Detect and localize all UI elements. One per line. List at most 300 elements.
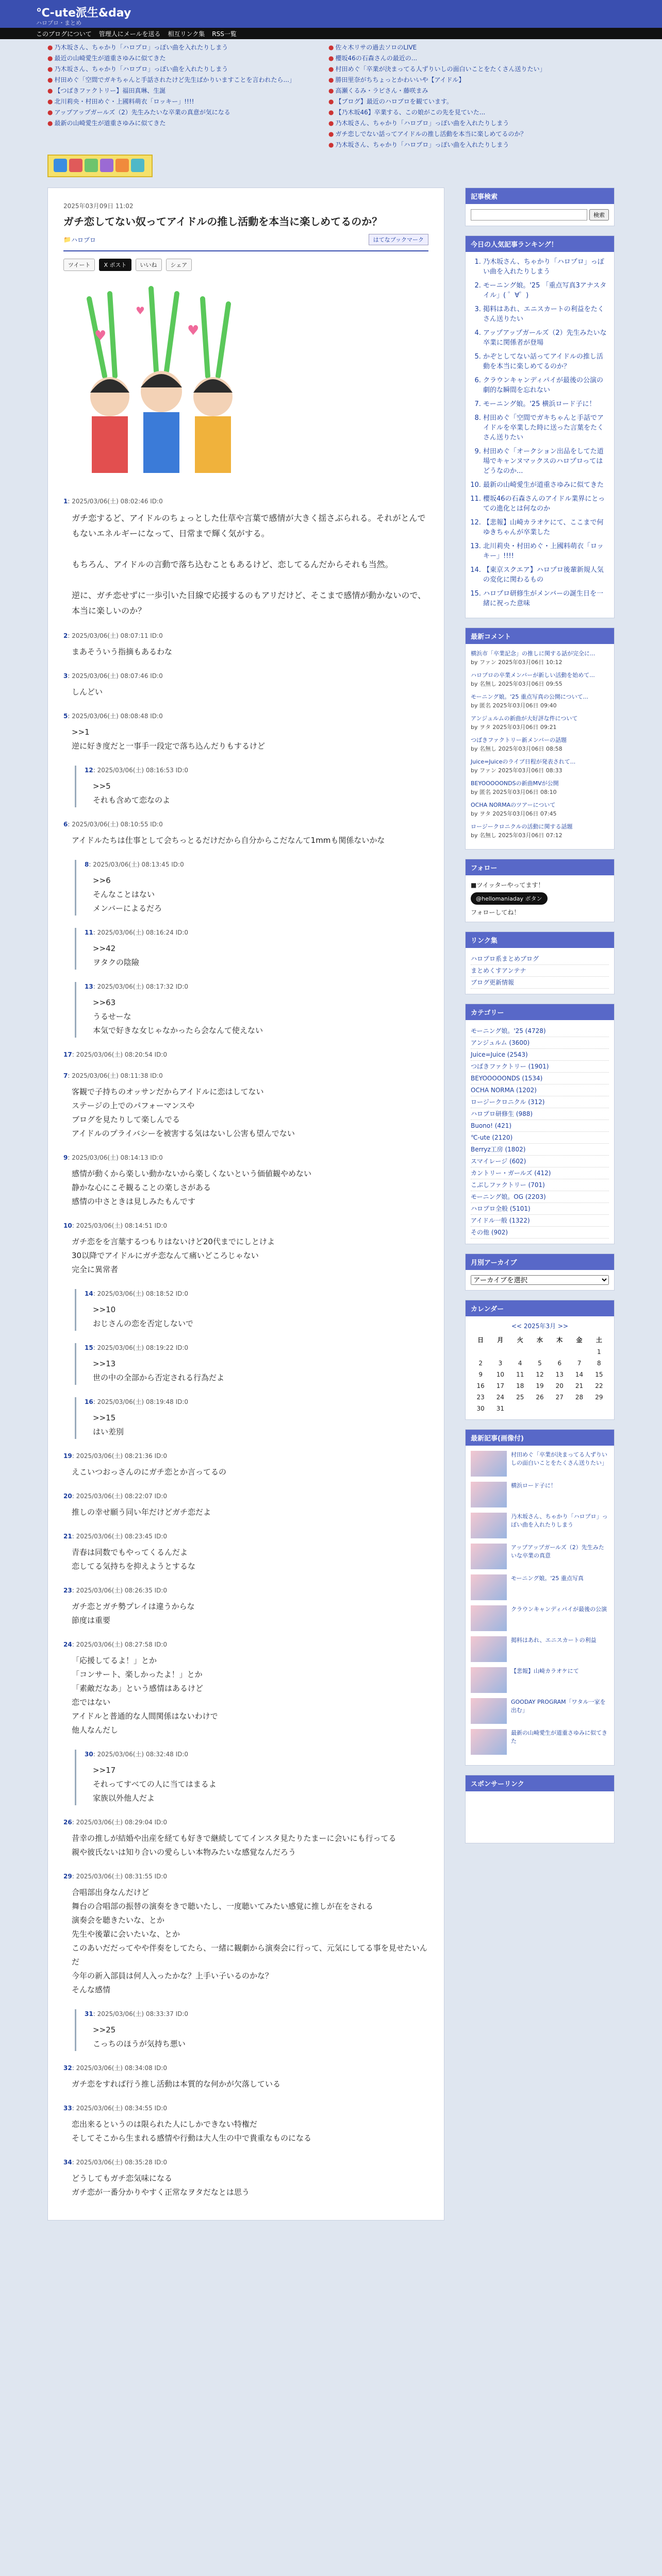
bullet-icon: ● bbox=[47, 44, 53, 51]
comment-number[interactable]: 20 bbox=[63, 1493, 72, 1500]
calendar-weekday: 水 bbox=[536, 1336, 543, 1344]
comment-body: しんどい bbox=[72, 687, 103, 697]
recent-thumbnail[interactable] bbox=[471, 1574, 507, 1600]
ranking-list bbox=[471, 257, 609, 608]
nav-rss[interactable]: RSS一覧 bbox=[212, 30, 237, 38]
headline-text[interactable]: 【ブログ】最近のハロプロを観ています。 bbox=[335, 98, 453, 105]
comment-number[interactable]: 16 bbox=[85, 1398, 93, 1405]
headline-link[interactable] bbox=[328, 96, 609, 107]
calendar-day[interactable]: 22 bbox=[595, 1382, 603, 1389]
comment-body: どうしてもガチ恋気味になる ガチ恋が一番分かりやすく正常なヲタだなとは思う bbox=[72, 2174, 250, 2197]
calendar-month[interactable]: << 2025年3月 >> bbox=[511, 1323, 569, 1330]
comment-sep: : bbox=[72, 2064, 76, 2072]
comment-meta: 2025/03/06(土) 08:26:35 ID:0 bbox=[76, 1587, 168, 1594]
recent-title[interactable]: クラウンキャンディパイが最後の公演 bbox=[511, 1606, 607, 1613]
recent-thumbnail[interactable] bbox=[471, 1544, 507, 1569]
calendar-day[interactable]: 19 bbox=[536, 1382, 544, 1389]
article-title[interactable]: ガチ恋してない奴ってアイドルの推し活動を本当に楽しめてるのか？ bbox=[63, 215, 383, 228]
category-item[interactable]: つばきファクトリー (1901) bbox=[471, 1061, 609, 1073]
headline-link[interactable] bbox=[328, 107, 609, 118]
headline-link[interactable] bbox=[328, 129, 609, 140]
ranking-item[interactable]: 8. 村田めぐ「空間でガキちゃんと手話でアイドルを卒業した時に送った言葉をたくさん送りたい bbox=[483, 413, 609, 443]
recent-item[interactable] bbox=[471, 1451, 609, 1477]
bullet-icon: ● bbox=[47, 76, 53, 83]
link-item[interactable]: まとめくすアンテナ bbox=[471, 965, 609, 977]
category-item[interactable]: アイドル一般 (1322) bbox=[471, 1215, 609, 1227]
comment-meta: 2025/03/06(土) 08:19:48 ID:0 bbox=[97, 1398, 189, 1405]
calendar-day[interactable]: 1 bbox=[597, 1348, 601, 1355]
headline-link[interactable] bbox=[328, 53, 609, 64]
links-box bbox=[465, 931, 615, 994]
banner-tile bbox=[115, 159, 129, 172]
banner-image[interactable] bbox=[47, 155, 153, 177]
links-title: リンク集 bbox=[466, 932, 614, 948]
comment-item bbox=[63, 1872, 428, 1997]
recent-thumbnail[interactable] bbox=[471, 1482, 507, 1507]
bullet-icon: ● bbox=[328, 44, 334, 51]
comment-number[interactable]: 9 bbox=[63, 1154, 68, 1161]
category-item[interactable]: こぶしファクトリー (701) bbox=[471, 1179, 609, 1191]
comment-number[interactable]: 11 bbox=[85, 929, 93, 936]
calendar-day[interactable]: 21 bbox=[575, 1382, 584, 1389]
headline-text[interactable]: 北川莉央・村田めぐ・上國料萌衣「ロッキー」!!!! bbox=[54, 98, 194, 105]
cheering-fans-illustration bbox=[74, 278, 244, 484]
calendar-weekday: 月 bbox=[497, 1336, 504, 1344]
comment-number[interactable]: 12 bbox=[85, 767, 93, 774]
headline-link[interactable] bbox=[47, 118, 328, 129]
bullet-icon: ● bbox=[47, 65, 53, 73]
headline-text[interactable]: ガチ恋しでない話ってアイドルの推し活動を本当に楽しめてるのか？ bbox=[335, 130, 527, 138]
bullet-icon: ● bbox=[47, 120, 53, 127]
comment-link[interactable]: つばきファクトリー新メンバーの話題 bbox=[471, 737, 567, 743]
comment-meta: 2025/03/06(土) 08:20:54 ID:0 bbox=[76, 1051, 168, 1058]
comment-number[interactable]: 34 bbox=[63, 2159, 72, 2166]
nav-mail[interactable]: 管理人にメールを送る bbox=[98, 30, 161, 38]
comment-sep: : bbox=[89, 861, 93, 868]
comment-number[interactable]: 21 bbox=[63, 1533, 72, 1540]
calendar-day[interactable]: 9 bbox=[478, 1371, 483, 1378]
recent-item[interactable] bbox=[471, 1605, 609, 1631]
comment-sep: : bbox=[72, 1493, 76, 1500]
headline-text[interactable]: 最近の山崎愛生が道重さゆみに似てきた bbox=[54, 55, 166, 62]
site-header bbox=[0, 0, 662, 28]
comment-number[interactable]: 15 bbox=[85, 1344, 93, 1351]
headline-link[interactable] bbox=[47, 96, 328, 107]
comment-item bbox=[63, 1586, 428, 1628]
comment-link[interactable]: モーニング娘。'25 重点写真の公開について... bbox=[471, 693, 589, 700]
recent-box bbox=[465, 1429, 615, 1766]
comment-body: >>10 おじさんの恋を否定しないで bbox=[93, 1305, 194, 1328]
bullet-icon: ● bbox=[47, 109, 53, 116]
calendar-day[interactable]: 30 bbox=[476, 1405, 485, 1412]
calendar-day[interactable]: 10 bbox=[496, 1371, 505, 1378]
comment-header bbox=[63, 1818, 428, 1826]
headline-link[interactable] bbox=[47, 53, 328, 64]
recent-title[interactable]: 村田めぐ「卒業が決まってる人ずりいしの面白いことをたくさん送りたい」 bbox=[511, 1451, 607, 1466]
headline-link[interactable] bbox=[47, 86, 328, 96]
category-item[interactable]: モーニング娘。OG (2203) bbox=[471, 1191, 609, 1203]
link-item[interactable]: ハロプロ系まとめブログ bbox=[471, 953, 609, 965]
comment-item bbox=[63, 2063, 428, 2091]
comment-link[interactable]: 横浜市「卒業記念」の推しに関する話が完全に... bbox=[471, 650, 595, 657]
comment-body: >>63 うるせーな 本気で好きな女じゃなかったら会なんて使えない bbox=[93, 998, 263, 1035]
comment-number[interactable]: 23 bbox=[63, 1587, 72, 1594]
banner-tile bbox=[131, 159, 144, 172]
comment-number[interactable]: 7 bbox=[63, 1072, 68, 1079]
calendar-day[interactable]: 7 bbox=[577, 1360, 582, 1367]
folder-icon: 📁 bbox=[63, 236, 71, 243]
comment-body: ガチ恋をを言葉するつもりはないけど20代までにしとけよ 30以降でアイドルにガチ恋なんて痛いどころじゃない 完全に異常者 bbox=[72, 1237, 275, 1274]
comment-number[interactable]: 14 bbox=[85, 1290, 93, 1297]
comment-number[interactable]: 6 bbox=[63, 821, 68, 828]
headline-link[interactable] bbox=[47, 42, 328, 53]
comment-sep: : bbox=[68, 498, 72, 505]
comment-header bbox=[63, 1532, 428, 1540]
headline-link[interactable] bbox=[328, 118, 609, 129]
share-button[interactable]: シェア bbox=[166, 259, 192, 271]
comment-number[interactable]: 32 bbox=[63, 2064, 72, 2072]
comment-number[interactable]: 26 bbox=[63, 1819, 72, 1826]
svg-text:♥: ♥ bbox=[187, 323, 200, 338]
recent-title[interactable]: 【悲報】山崎カラオケにて bbox=[511, 1668, 579, 1674]
follow-title: フォロー bbox=[466, 859, 614, 875]
search-input[interactable] bbox=[471, 209, 587, 221]
comment-entry bbox=[471, 671, 609, 688]
comment-sep: : bbox=[72, 2159, 76, 2166]
headline-text[interactable]: 最新の山崎愛生が道重さゆみに似てきた bbox=[54, 120, 166, 127]
category-item[interactable]: Buono! (421) bbox=[471, 1120, 609, 1132]
recent-title[interactable]: 横浜ロード子に！ bbox=[511, 1482, 556, 1489]
category-item[interactable]: BEYOOOOONDS (1534) bbox=[471, 1073, 609, 1084]
category-item[interactable]: OCHA NORMA (1202) bbox=[471, 1084, 609, 1096]
comment-link[interactable]: OCHA NORMAのツアーについて bbox=[471, 802, 556, 808]
calendar-day[interactable]: 3 bbox=[498, 1360, 503, 1367]
banner-tile bbox=[85, 159, 98, 172]
ranking-item[interactable]: 15. ハロプロ研修生がメンバーの誕生日を一緒に祝った意味 bbox=[483, 589, 609, 608]
recent-title[interactable]: 掲料はあれ、エニスカートの利益 bbox=[511, 1637, 597, 1643]
comment-author: by ヲタ 2025年03月06日 09:21 bbox=[471, 724, 557, 731]
archive-title: 月別アーカイブ bbox=[466, 1254, 614, 1270]
category-item[interactable]: ハロプロ研修生 (988) bbox=[471, 1108, 609, 1120]
comment-header bbox=[63, 631, 428, 640]
comment-meta: 2025/03/06(土) 08:34:55 ID:0 bbox=[76, 2105, 168, 2112]
comment-header bbox=[63, 671, 428, 680]
comment-number[interactable]: 3 bbox=[63, 672, 68, 680]
bullet-icon: ● bbox=[47, 87, 53, 94]
link-item[interactable]: ブログ更新情報 bbox=[471, 977, 609, 989]
comment-entry bbox=[471, 692, 609, 710]
ranking-item[interactable]: 10. 最新の山崎愛生が道重さゆみに似てきた bbox=[483, 480, 609, 490]
comment-sep: : bbox=[72, 1452, 76, 1460]
comment-number[interactable]: 24 bbox=[63, 1641, 72, 1648]
comment-item bbox=[75, 928, 428, 970]
recent-thumbnail[interactable] bbox=[471, 1605, 507, 1631]
headline-text[interactable]: 村田めぐ「空間でガキちゃんと手話されたけど先生ばかりいますことを言われたら...」 bbox=[54, 76, 295, 83]
recent-title[interactable]: モーニング娘。'25 重点写真 bbox=[511, 1575, 584, 1582]
ranking-item[interactable]: 6. クラウンキャンディパイが最後の公演の劇的な瞬間を忘れない bbox=[483, 376, 609, 395]
like-button[interactable]: いいね bbox=[136, 259, 162, 271]
recent-thumbnail[interactable] bbox=[471, 1729, 507, 1755]
svg-text:♥: ♥ bbox=[94, 328, 107, 344]
recent-title[interactable]: GOODAY PROGRAM「ワタル一家を出む」 bbox=[511, 1699, 606, 1714]
recent-title[interactable]: 最新の山崎愛生が道重さゆみに似てきた bbox=[511, 1730, 607, 1744]
calendar-day[interactable]: 11 bbox=[516, 1371, 524, 1378]
bullet-icon: ● bbox=[328, 76, 334, 83]
bullet-icon: ● bbox=[328, 65, 334, 73]
ranking-item[interactable]: 3. 掲料はあれ、エニスカートの利益をたくさん送りたい bbox=[483, 304, 609, 324]
recent-thumbnail[interactable] bbox=[471, 1513, 507, 1538]
comment-header bbox=[63, 2158, 428, 2166]
comment-number[interactable]: 31 bbox=[85, 2010, 93, 2018]
categories-list bbox=[466, 1020, 614, 1244]
calendar-day[interactable]: 20 bbox=[555, 1382, 564, 1389]
comment-sep: : bbox=[72, 1873, 76, 1880]
category-item[interactable]: モーニング娘。'25 (4728) bbox=[471, 1025, 609, 1037]
ranking-item[interactable]: 12. 【悲報】山崎カラオケにて、ここまで何ゆきちゃんが卒業した bbox=[483, 518, 609, 537]
ranking-item[interactable]: 13. 北川莉央・村田めぐ・上國料萌衣「ロッキー」!!!! bbox=[483, 541, 609, 561]
calendar-day[interactable]: 25 bbox=[516, 1394, 524, 1401]
recent-thumbnail[interactable] bbox=[471, 1667, 507, 1693]
bullet-icon: ● bbox=[47, 55, 53, 62]
ranking-item[interactable]: 11. 櫻坂46の石森さんのアイドル業界にとっての進化とは何なのか bbox=[483, 494, 609, 514]
recent-item[interactable] bbox=[471, 1729, 609, 1755]
category-item[interactable]: アンジュルム (3600) bbox=[471, 1037, 609, 1049]
category-item[interactable]: ハロプロ全般 (5101) bbox=[471, 1203, 609, 1215]
recent-item[interactable] bbox=[471, 1482, 609, 1507]
article-meta bbox=[63, 234, 428, 251]
calendar-day[interactable]: 17 bbox=[496, 1382, 505, 1389]
nav-links[interactable]: 相互リンク集 bbox=[168, 30, 205, 38]
headline-text[interactable]: 佐々木リサの過去ソロのLIVE bbox=[335, 44, 417, 51]
headline-link[interactable] bbox=[328, 75, 609, 86]
comment-header bbox=[63, 2063, 428, 2072]
search-box bbox=[465, 188, 615, 226]
comment-meta: 2025/03/06(土) 08:02:46 ID:0 bbox=[72, 498, 163, 505]
headline-text[interactable]: 【乃木坂46】卒業する、この娘がこの先を見ていた... bbox=[335, 109, 486, 116]
calendar-day[interactable]: 15 bbox=[595, 1371, 603, 1378]
headline-text[interactable]: 乃木坂さん、ちゃかり「ハロプロ」っぽい曲を入れたりしまう bbox=[54, 44, 228, 51]
comment-number[interactable]: 17 bbox=[63, 1051, 72, 1058]
calendar-day bbox=[589, 1403, 609, 1414]
calendar-day[interactable]: 12 bbox=[536, 1371, 544, 1378]
bullet-icon: ● bbox=[328, 87, 334, 94]
comment-link[interactable]: アンジュルムの新曲が大好評な件について bbox=[471, 715, 578, 722]
comment-meta: 2025/03/06(土) 08:13:45 ID:0 bbox=[93, 861, 184, 868]
headline-text[interactable]: 村田めぐ「卒業が決まってる人ずりいしの面白いことをたくさん送りたい」 bbox=[335, 65, 546, 73]
headline-link[interactable] bbox=[47, 64, 328, 75]
comment-number[interactable]: 5 bbox=[63, 713, 68, 720]
comment-header bbox=[85, 860, 428, 869]
comment-link[interactable]: BEYOOOOONDSの新曲MVが公開 bbox=[471, 780, 559, 787]
bullet-icon: ● bbox=[328, 120, 334, 127]
comment-header bbox=[63, 1050, 428, 1059]
calendar-day[interactable]: 14 bbox=[575, 1371, 584, 1378]
headline-text[interactable]: 勝田里奈がちちょっとかわいいや【アイドル】 bbox=[335, 76, 465, 83]
comment-sep: : bbox=[93, 929, 97, 936]
headline-text[interactable]: 乃木坂さん、ちゃかり「ハロプロ」っぽい曲を入れたりしまう bbox=[335, 120, 509, 127]
comment-item bbox=[75, 766, 428, 807]
comment-author: by 匿名 2025年03月06日 09:40 bbox=[471, 702, 557, 709]
comment-item bbox=[75, 1289, 428, 1331]
comment-meta: 2025/03/06(土) 08:17:32 ID:0 bbox=[97, 983, 189, 990]
calendar-day bbox=[550, 1403, 569, 1414]
comment-item bbox=[63, 1492, 428, 1519]
comment-body: >>15 はい差別 bbox=[93, 1413, 124, 1436]
calendar-day[interactable]: 26 bbox=[536, 1394, 544, 1401]
nav-about[interactable]: このブログについて bbox=[36, 30, 92, 38]
comment-link[interactable]: Juice=Juiceのライブ日程が発表されて... bbox=[471, 758, 576, 765]
ranking-item[interactable]: 14. 【東京スクエア】ハロプロ後輩新規人気の変化に関わるもの bbox=[483, 565, 609, 585]
calendar-day[interactable]: 4 bbox=[518, 1360, 522, 1367]
comment-entry bbox=[471, 822, 609, 840]
recent-item[interactable] bbox=[471, 1513, 609, 1538]
category-item[interactable]: カントリー・ガールズ (412) bbox=[471, 1167, 609, 1179]
links-list bbox=[466, 948, 614, 994]
comment-item bbox=[63, 2104, 428, 2145]
category-item[interactable]: Juice=Juice (2543) bbox=[471, 1049, 609, 1061]
site-title[interactable]: ℃-ute派生&day bbox=[36, 7, 131, 20]
headline-link[interactable] bbox=[47, 107, 328, 118]
headline-link[interactable] bbox=[328, 42, 609, 53]
recent-thumbnail[interactable] bbox=[471, 1698, 507, 1724]
category-item[interactable]: ロージークロニクル (312) bbox=[471, 1096, 609, 1108]
recent-item[interactable] bbox=[471, 1574, 609, 1600]
calendar-day[interactable]: 18 bbox=[516, 1382, 524, 1389]
comment-number[interactable]: 2 bbox=[63, 632, 68, 639]
headline-link[interactable] bbox=[328, 140, 609, 150]
comment-sep: : bbox=[72, 1222, 76, 1229]
calendar-day[interactable]: 8 bbox=[597, 1360, 601, 1367]
comment-number[interactable]: 10 bbox=[63, 1222, 72, 1229]
comment-body: >>5 それも含めて恋なのよ bbox=[93, 782, 171, 805]
headline-text[interactable]: 乃木坂さん、ちゃかり「ハロプロ」っぽい曲を入れたりしまう bbox=[335, 141, 509, 148]
recent-item[interactable] bbox=[471, 1667, 609, 1693]
headline-text[interactable]: 【つばきファクトリー】福田真琳、生誕 bbox=[54, 87, 166, 94]
comment-meta: 2025/03/06(土) 08:16:24 ID:0 bbox=[97, 929, 189, 936]
bullet-icon: ● bbox=[47, 98, 53, 105]
calendar-grid bbox=[471, 1333, 609, 1414]
comment-link[interactable]: ハロプロの卒業メンバーが新しい活動を始めて... bbox=[471, 672, 595, 679]
recent-title: 最新記事(画像付) bbox=[466, 1430, 614, 1446]
comment-body: ガチ恋するど、アイドルのちょっとした仕草や言葉で感情が大きく揺さぶられる。それがとんでもないエネルギーになって、日常まで輝く気がする。 もちろん、アイドルの言動で落ち込むこともあるけど、恋してるんだからそれも当然。 逆に、ガチ恋せずに一歩引いた目線で応援するのもアリだけど、そこまで感情が動かないので、本当に楽しいのか？ bbox=[72, 513, 426, 616]
headline-link[interactable] bbox=[328, 86, 609, 96]
ranking-item[interactable]: 4. アップアップガールズ（2）先生みたいな卒業に関係者が登場 bbox=[483, 328, 609, 348]
calendar-day bbox=[510, 1346, 530, 1358]
headline-column-left bbox=[47, 42, 328, 150]
calendar-day[interactable]: 31 bbox=[496, 1405, 505, 1412]
headline-link[interactable] bbox=[47, 75, 328, 86]
comment-number[interactable]: 1 bbox=[63, 498, 68, 505]
comment-author: by ヲタ 2025年03月06日 07:45 bbox=[471, 810, 557, 817]
ranking-item[interactable]: 1. 乃木坂さん、ちゃかり「ハロプロ」っぽい曲を入れたりしまう bbox=[483, 257, 609, 277]
calendar-day bbox=[569, 1403, 589, 1414]
comment-number[interactable]: 13 bbox=[85, 983, 93, 990]
tweet-button[interactable]: ツイート bbox=[63, 259, 95, 271]
comment-number[interactable]: 30 bbox=[85, 1751, 93, 1758]
comment-link[interactable]: ロージークロニクルの活動に関する話題 bbox=[471, 823, 573, 830]
ranking-item[interactable]: 7. モーニング娘。'25 横浜ロード子に！ bbox=[483, 399, 609, 409]
calendar-day[interactable]: 16 bbox=[476, 1382, 485, 1389]
comments-list bbox=[466, 644, 614, 849]
comment-number[interactable]: 19 bbox=[63, 1452, 72, 1460]
calendar-day[interactable]: 27 bbox=[555, 1394, 564, 1401]
comment-header bbox=[63, 1451, 428, 1460]
banner-tile bbox=[54, 159, 67, 172]
category-item[interactable]: ℃-ute (2120) bbox=[471, 1132, 609, 1144]
calendar-day[interactable]: 29 bbox=[595, 1394, 603, 1401]
comment-meta: 2025/03/06(土) 08:21:36 ID:0 bbox=[76, 1452, 168, 1460]
headline-text[interactable]: 乃木坂さん、ちゃかり「ハロプロ」っぽい曲を入れたりしまう bbox=[54, 65, 228, 73]
bookmark-button[interactable]: はてなブックマーク bbox=[369, 234, 428, 245]
headline-text[interactable]: 高瀬くるみ・ラビさん・藤咲まみ bbox=[335, 87, 428, 94]
recent-item[interactable] bbox=[471, 1636, 609, 1662]
calendar-day[interactable]: 24 bbox=[496, 1394, 505, 1401]
recent-title[interactable]: アップアップガールズ（2）先生みたいな卒業の真意 bbox=[511, 1544, 604, 1559]
calendar-day[interactable]: 2 bbox=[478, 1360, 483, 1367]
recent-thumbnail[interactable] bbox=[471, 1451, 507, 1477]
comment-body: >>6 そんなことはない メンバーによるだろ bbox=[93, 876, 162, 913]
ranking-item[interactable]: 5. かぞとしてない話ってアイドルの推し活動を本当に楽しめてるのか？ bbox=[483, 352, 609, 371]
comment-header bbox=[63, 1586, 428, 1595]
comment-number[interactable]: 29 bbox=[63, 1873, 72, 1880]
category-item[interactable]: その他 (902) bbox=[471, 1227, 609, 1239]
ranking-item[interactable]: 2. モーニング娘。'25 「重点写真3アナスタイル」( ゜∀゜) bbox=[483, 281, 609, 300]
headline-link[interactable] bbox=[328, 64, 609, 75]
comment-item bbox=[63, 1451, 428, 1479]
comment-body: ガチ恋とガチ勢プレイは違うからな 節度は重要 bbox=[72, 1602, 195, 1625]
comment-sep: : bbox=[68, 713, 72, 720]
comment-number[interactable]: 8 bbox=[85, 861, 89, 868]
archive-select[interactable] bbox=[471, 1275, 609, 1285]
comment-sep: : bbox=[93, 2010, 97, 2018]
calendar-day[interactable]: 13 bbox=[555, 1371, 564, 1378]
comment-author: by 名無し 2025年03月06日 08:58 bbox=[471, 745, 562, 752]
calendar-day[interactable]: 6 bbox=[557, 1360, 562, 1367]
headline-text[interactable]: アップアップガールズ（2）先生みたいな卒業の真意が気になる bbox=[54, 109, 230, 116]
search-button[interactable]: 検索 bbox=[589, 209, 609, 221]
comment-meta: 2025/03/06(土) 08:08:48 ID:0 bbox=[72, 713, 163, 720]
ranking-item[interactable]: 9. 村田めぐ「オークション出品をしてた道場でキャンヌマックスのハロプロってはどうなのか... bbox=[483, 447, 609, 476]
comment-item bbox=[63, 631, 428, 659]
comment-header bbox=[63, 1071, 428, 1080]
x-follow-button[interactable]: @hellomaniaday ボタン bbox=[471, 892, 548, 905]
recent-item[interactable] bbox=[471, 1698, 609, 1724]
recent-thumbnail[interactable] bbox=[471, 1636, 507, 1662]
x-post-button[interactable]: X ポスト bbox=[99, 259, 131, 271]
bullet-icon: ● bbox=[328, 130, 334, 138]
categories-box bbox=[465, 1004, 615, 1244]
article-category[interactable]: ハロプロ bbox=[71, 236, 96, 244]
calendar-day[interactable]: 28 bbox=[575, 1394, 584, 1401]
comment-header bbox=[85, 1750, 428, 1758]
headline-text[interactable]: 櫻坂46の石森さんの最近の... bbox=[335, 55, 418, 62]
category-item[interactable]: スマイレージ (602) bbox=[471, 1156, 609, 1167]
comment-meta: 2025/03/06(土) 08:16:53 ID:0 bbox=[97, 767, 189, 774]
recent-item[interactable] bbox=[471, 1544, 609, 1569]
comment-body: えこいつおっさんのにガチ恋とか言ってるの bbox=[72, 1467, 227, 1477]
comment-body: 感情が動くから楽しい動かないから楽しくないという価値観やめない 静かな心にこそ観ることの楽しさがある 感情の中さときは見しみたもんです bbox=[72, 1169, 312, 1206]
category-item[interactable]: Berryz工房 (1802) bbox=[471, 1144, 609, 1156]
comment-number[interactable]: 33 bbox=[63, 2105, 72, 2112]
calendar-day[interactable]: 5 bbox=[538, 1360, 542, 1367]
comment-entry bbox=[471, 801, 609, 818]
recent-title[interactable]: 乃木坂さん、ちゃかり「ハロプロ」っぽい曲を入れたりしまう bbox=[511, 1513, 608, 1528]
comment-sep: : bbox=[93, 1290, 97, 1297]
comment-item bbox=[63, 671, 428, 699]
comment-sep: : bbox=[68, 632, 72, 639]
calendar-day[interactable]: 23 bbox=[476, 1394, 485, 1401]
bullet-icon: ● bbox=[328, 109, 334, 116]
